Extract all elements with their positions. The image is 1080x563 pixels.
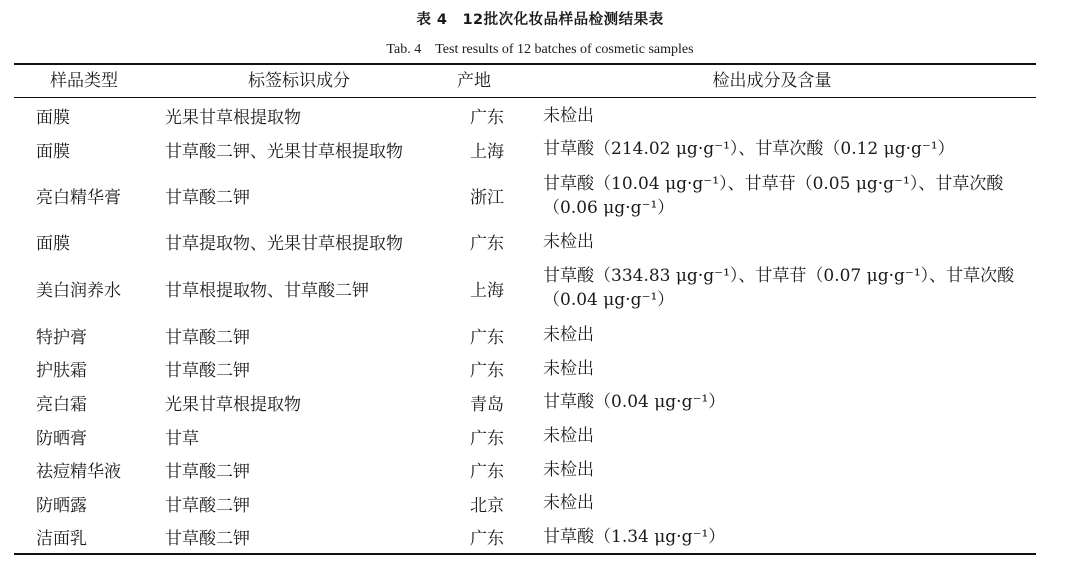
table-row [14,453,1036,486]
cell-detected-content-text: 甘草酸（334.83 μg·g⁻¹）、甘草苷（0.07 μg·g⁻¹）、甘草次酸（0.04 μg·g⁻¹） [543,266,1015,310]
cell-sample-type [36,419,164,453]
bottom-rule [14,553,1036,555]
cell-label-ingredients-text: 甘草提取物、光果甘草根提取物 [165,234,403,254]
cell-origin-text: 广东 [470,428,504,449]
cell-origin [455,99,519,132]
cell-sample-type [36,258,164,318]
cell-label-ingredients [165,258,455,318]
cell-origin [455,318,519,352]
cell-detected-content-text: 未检出 [543,459,594,480]
cell-origin [455,166,519,225]
cell-sample-type-text: 美白润养水 [36,280,121,301]
cell-label-ingredients-text: 甘草根提取物、甘草酸二钾 [165,280,369,301]
cell-label-ingredients [165,99,455,132]
cell-sample-type [36,318,164,352]
cell-origin [455,520,519,553]
cell-label-ingredients [165,486,455,520]
cell-sample-type [36,520,164,553]
cell-origin [455,258,519,318]
header-sample-type: 样品类型 [50,71,118,91]
cell-label-ingredients [165,520,455,553]
top-rule [14,63,1036,65]
cell-detected-content-text: 未检出 [543,231,594,252]
cell-label-ingredients [165,132,455,166]
cell-detected-content-text: 未检出 [543,105,594,126]
cell-origin-text: 广东 [470,234,504,254]
cell-label-ingredients [165,225,455,258]
cell-origin [455,132,519,166]
cell-label-ingredients-text: 甘草 [165,428,199,449]
cell-origin-text: 广东 [470,108,504,128]
cell-detected-content [543,99,1033,132]
cell-sample-type-text: 防晒露 [36,495,87,516]
cell-detected-content [543,352,1033,385]
cell-origin-text: 浙江 [470,188,504,208]
table-row [14,419,1036,453]
cell-detected-content-text: 未检出 [543,358,594,379]
cell-sample-type-text: 护肤霜 [36,361,87,381]
cell-origin-text: 上海 [470,280,504,301]
cell-sample-type [36,486,164,520]
table-row [14,318,1036,352]
cell-label-ingredients-text: 光果甘草根提取物 [165,394,301,415]
cell-sample-type [36,99,164,132]
cell-label-ingredients [165,453,455,486]
cell-origin [455,385,519,419]
table-row [14,225,1036,258]
cell-origin-text: 上海 [470,141,504,162]
table-row [14,258,1036,318]
cell-label-ingredients-text: 甘草酸二钾 [165,495,250,516]
cell-detected-content [543,453,1033,486]
cell-detected-content-text: 甘草酸（0.04 μg·g⁻¹） [543,392,726,412]
header-detected-content: 检出成分及含量 [712,71,832,91]
cell-detected-content [543,486,1033,520]
cell-origin-text: 广东 [470,529,504,549]
table-row [14,385,1036,419]
cell-sample-type [36,225,164,258]
cell-label-ingredients-text: 甘草酸二钾、光果甘草根提取物 [165,141,403,162]
table-row [14,520,1036,553]
cell-label-ingredients-text: 甘草酸二钾 [165,529,250,549]
table-row [14,352,1036,385]
cell-sample-type [36,132,164,166]
cell-label-ingredients-text: 甘草酸二钾 [165,188,250,208]
cell-label-ingredients-text: 甘草酸二钾 [165,361,250,381]
cell-sample-type-text: 洁面乳 [36,529,87,549]
header-origin: 产地 [457,71,491,91]
cell-sample-type-text: 面膜 [36,141,70,162]
cell-label-ingredients [165,352,455,385]
cell-detected-content-text: 甘草酸（1.34 μg·g⁻¹） [543,526,726,547]
cell-origin-text: 广东 [470,361,504,381]
cell-label-ingredients [165,318,455,352]
cell-label-ingredients [165,385,455,419]
cell-label-ingredients-text: 甘草酸二钾 [165,462,250,482]
cell-origin [455,419,519,453]
cell-sample-type-text: 亮白精华膏 [36,188,121,208]
cell-origin [455,486,519,520]
header-label-ingredients: 标签标识成分 [248,71,350,91]
cell-sample-type [36,166,164,225]
cell-sample-type-text: 祛痘精华液 [36,462,121,482]
cell-origin-text: 北京 [470,495,504,516]
cell-sample-type-text: 亮白霜 [36,394,87,415]
cell-detected-content [543,166,1033,225]
cell-origin [455,352,519,385]
table-row [14,486,1036,520]
table-caption-zh: 表 4 12批次化妆品样品检测结果表 [416,12,664,28]
cell-origin [455,225,519,258]
cell-origin-text: 青岛 [470,394,504,415]
cell-sample-type [36,352,164,385]
cell-sample-type [36,453,164,486]
cell-detected-content-text: 未检出 [543,325,594,345]
table-row [14,166,1036,225]
cell-detected-content [543,258,1033,318]
cell-origin [455,453,519,486]
cell-detected-content-text: 甘草酸（214.02 μg·g⁻¹）、甘草次酸（0.12 μg·g⁻¹） [543,139,955,159]
cell-label-ingredients-text: 甘草酸二钾 [165,327,250,348]
cell-sample-type-text: 面膜 [36,234,70,254]
cell-detected-content [543,385,1033,419]
cell-sample-type-text: 特护膏 [36,327,87,348]
table-row [14,132,1036,166]
cell-detected-content [543,520,1033,553]
cell-sample-type-text: 防晒膏 [36,428,87,449]
table-row [14,99,1036,132]
cell-detected-content-text: 甘草酸（10.04 μg·g⁻¹）、甘草苷（0.05 μg·g⁻¹）、甘草次酸（0.06 μg·g⁻¹） [543,173,1004,218]
cell-origin-text: 广东 [470,327,504,348]
cell-detected-content [543,419,1033,453]
cell-detected-content-text: 未检出 [543,493,594,513]
cell-label-ingredients [165,166,455,225]
cell-detected-content-text: 未检出 [543,426,594,446]
cell-detected-content [543,225,1033,258]
header-rule [14,97,1036,98]
cell-label-ingredients-text: 光果甘草根提取物 [165,108,301,128]
cell-origin-text: 广东 [470,462,504,482]
cell-detected-content [543,132,1033,166]
cell-detected-content [543,318,1033,352]
cell-label-ingredients [165,419,455,453]
cell-sample-type [36,385,164,419]
table-caption-en: Tab. 4 Test results of 12 batches of cosmetic samples [386,42,694,57]
cell-sample-type-text: 面膜 [36,108,70,128]
